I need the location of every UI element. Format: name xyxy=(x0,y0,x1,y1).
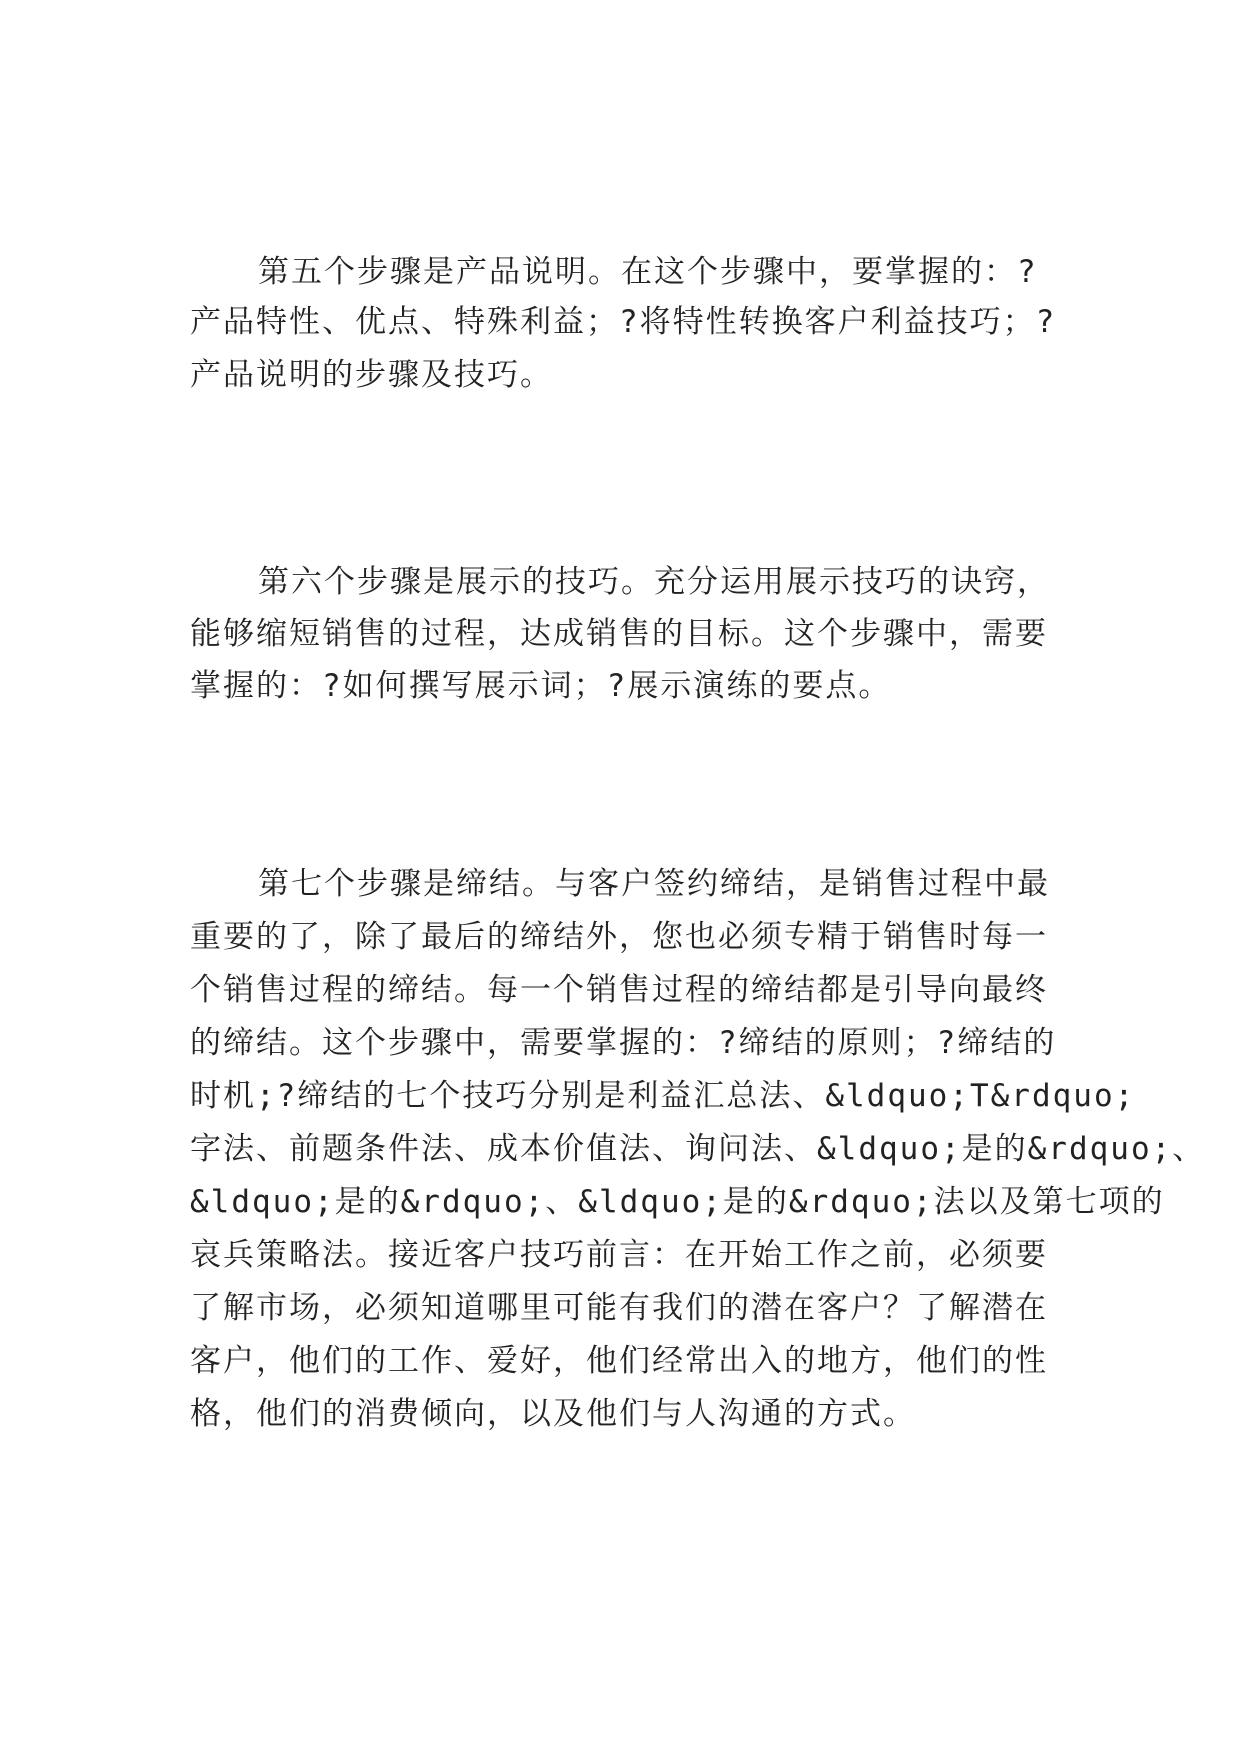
paragraph-line: 字法、前题条件法、成本价值法、询问法、&ldquo;是的&rdquo;、 xyxy=(190,1131,1206,1167)
paragraph-line: 格，他们的消费倾向，以及他们与人沟通的方式。 xyxy=(190,1396,916,1432)
paragraph-line: 第七个步骤是缔结。与客户签约缔结，是销售过程中最 xyxy=(258,866,1050,902)
paragraph-line: 掌握的：?如何撰写展示词；?展示演练的要点。 xyxy=(190,668,892,704)
paragraph-line: 个销售过程的缔结。每一个销售过程的缔结都是引导向最终 xyxy=(190,972,1048,1008)
paragraph-line: 的缔结。这个步骤中，需要掌握的：?缔结的原则；?缔结的 xyxy=(190,1025,1057,1061)
paragraph-line: 重要的了，除了最后的缔结外，您也必须专精于销售时每一 xyxy=(190,919,1048,955)
paragraph-line: 能够缩短销售的过程，达成销售的目标。这个步骤中，需要 xyxy=(190,616,1048,652)
paragraph-line: 第五个步骤是产品说明。在这个步骤中，要掌握的：? xyxy=(258,254,1038,290)
paragraph-line: 时机;?缔结的七个技巧分别是利益汇总法、&ldquo;T&rdquo; xyxy=(190,1078,1136,1114)
paragraph-line: 第六个步骤是展示的技巧。充分运用展示技巧的诀窍， xyxy=(258,564,1050,600)
paragraph-line: 了解市场，必须知道哪里可能有我们的潜在客户？了解潜在 xyxy=(190,1290,1048,1326)
paragraph-line: 哀兵策略法。接近客户技巧前言：在开始工作之前，必须要 xyxy=(190,1237,1048,1273)
paragraph-line: 产品说明的步骤及技巧。 xyxy=(190,357,553,393)
paragraph-line: 客户，他们的工作、爱好，他们经常出入的地方，他们的性 xyxy=(190,1343,1048,1379)
paragraph-line: &ldquo;是的&rdquo;、&ldquo;是的&rdquo;法以及第七项的 xyxy=(190,1184,1165,1220)
paragraph-line: 产品特性、优点、特殊利益；?将特性转换客户利益技巧；? xyxy=(190,304,1057,340)
